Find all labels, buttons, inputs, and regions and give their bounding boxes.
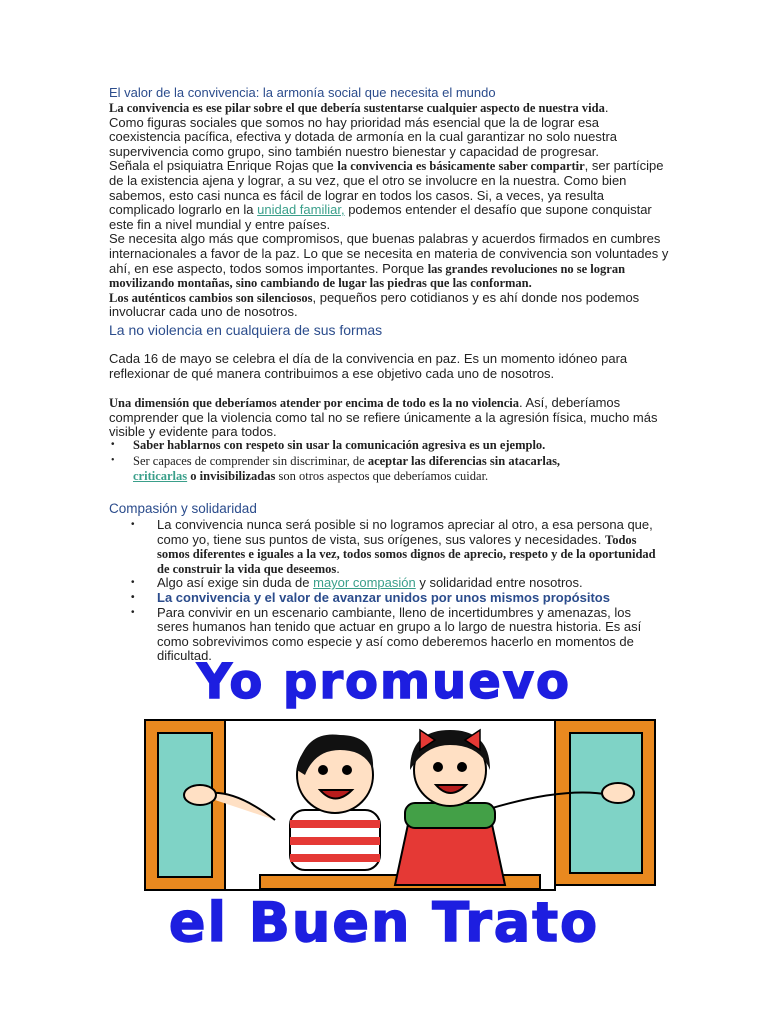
- p3-end: podemos entender el desafío que supone conquistar este fin a nivel mundial y entre países.: [109, 202, 652, 232]
- list-item: [131, 517, 657, 576]
- window-right-icon: [555, 720, 655, 885]
- bullet-bold-2: o invisibilizadas: [187, 468, 276, 483]
- list-item: [111, 454, 613, 483]
- section-title-convivencia: El valor de la convivencia: la armonía social que necesita el mundo: [109, 85, 496, 100]
- p3-bold: la convivencia es básicamente saber compartir: [337, 159, 585, 174]
- bullet-text-end: y solidaridad entre nosotros.: [415, 575, 583, 591]
- poster-title-top: Yo promuevo: [196, 654, 572, 710]
- bullet-icon: •: [131, 606, 135, 618]
- poster-title-bottom: el Buen Trato: [168, 891, 600, 954]
- bullet-bold: Todos somos diferentes e iguales a la vez, todos somos dignos de aprecio, respeto y de la oportunidad de construir la vida que deseemos: [157, 532, 656, 576]
- paragraph-16-mayo: Cada 16 de mayo se celebra el día de la convivencia en paz. Es un momento idóneo para reflexionar de qué manera contribuimos a ese objetivo cada uno de nosotros.: [109, 351, 628, 381]
- section-title-compasion: Compasión y solidaridad: [109, 501, 257, 516]
- bullet-text-start: Ser capaces de comprender sin discriminar, de: [133, 454, 368, 468]
- list-item: [131, 575, 657, 591]
- no-violencia-bold: Una dimensión que deberíamos atender por encima de todo es la no violencia: [109, 396, 519, 410]
- link-unidad-familiar[interactable]: unidad familiar,: [257, 202, 345, 218]
- bullet-text: Para convivir en un escenario cambiante, lleno de incertidumbres y amenazas, los seres humanos han tenido que actuar en grupo a lo largo de nuestra historia. Es así como sobrevivimos como especie y así como deberemos hacerlo en momentos de dificultad.: [157, 604, 642, 664]
- list-item: [111, 438, 613, 454]
- window-left-icon: [145, 720, 225, 890]
- section-title-no-violencia: La no violencia en cualquiera de sus formas: [109, 322, 383, 338]
- bullet-heading: La convivencia y el valor de avanzar unidos por unos mismos propósitos: [157, 589, 610, 605]
- list-no-violencia: [111, 438, 613, 483]
- bullet-bold-1: aceptar las diferencias sin atacarlas,: [367, 454, 561, 468]
- p5-bold: Los auténticos cambios son silenciosos: [109, 290, 313, 305]
- bullet-icon: •: [111, 439, 115, 450]
- paragraph-intro: [109, 101, 669, 320]
- bullet-text: La convivencia nunca será posible si no logramos apreciar al otro, a esa persona que, como yo, tiene sus puntos de vista, sus orígenes, sus valores y necesidades.: [157, 517, 653, 547]
- list-item: [131, 589, 657, 606]
- bullet-end: .: [336, 560, 340, 576]
- p4-start: Se necesita algo más que compromisos, que buenas palabras y acuerdos firmados en cumbres internacionales a favor de la paz. Lo que se necesita en materia de convivencia son voluntades y ahí, en ese aspecto, todos somos importantes. Porque: [109, 231, 669, 276]
- intro-bold: La convivencia es ese pilar sobre el que debería sustentarse cualquier aspecto de nuestra vida: [109, 101, 605, 115]
- link-criticarlas[interactable]: criticarlas: [133, 468, 188, 483]
- p4-bold: las grandes revoluciones no se logran movilizando montañas, sino cambiando de lugar las piedras que las conforman.: [109, 261, 626, 291]
- paragraph-figuras: Como figuras sociales que somos no hay prioridad más esencial que la de lograr esa coexistencia pacífica, efectiva y dotada de armonía en la cual garantizar no solo nuestra supervivencia como grupo, sino también nuestro bienestar y capacidad de progresar.: [109, 114, 618, 159]
- bullet-icon: •: [131, 591, 135, 603]
- bullet-icon: •: [111, 455, 115, 466]
- list-compasion: [131, 517, 657, 664]
- bullet-text-start: Algo así exige sin duda de: [157, 575, 314, 591]
- bullet-icon: •: [131, 519, 135, 530]
- intro-end: .: [604, 100, 609, 115]
- bullet-icon: •: [131, 577, 135, 589]
- no-violencia-rest: . Así, deberíamos comprender que la violencia como tal no se refiere únicamente a la agresión física, mucho más visible y evidente para todos.: [109, 395, 658, 440]
- bullet-text-end: son otros aspectos que deberíamos cuidar.: [275, 468, 489, 483]
- p5-end: , pequeños pero cotidianos y es ahí donde nos podemos involucrar cada uno de nosotros.: [109, 289, 640, 320]
- link-mayor-compasion[interactable]: mayor compasión: [313, 575, 416, 591]
- p3-middle: , ser partícipe de la existencia ajena y lograr, a su vez, que el otro se involucre en la nuestra. Como bien sabemos, esto casi nunca es fácil de lograr en todos los casos. Si, a veces, ya resulta complicado lograrlo en la: [109, 158, 664, 218]
- p3-start: Señala el psiquiatra Enrique Rojas que: [109, 158, 338, 174]
- bullet-text: Saber hablarnos con respeto sin usar la comunicación agresiva es un ejemplo.: [133, 438, 546, 452]
- paragraph-no-violencia: [109, 396, 669, 440]
- poster-illustration: [140, 715, 660, 895]
